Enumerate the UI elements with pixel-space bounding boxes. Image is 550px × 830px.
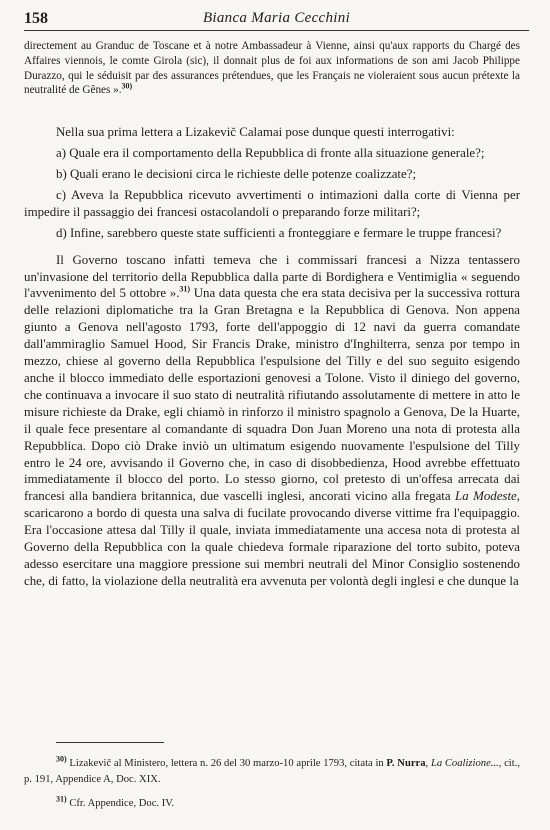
- footnote-rule: [56, 742, 164, 743]
- question-b: b) Quali erano le decisioni circa le richieste delle potenze coalizzate?;: [56, 167, 417, 181]
- footnote-30-text-a: Lizakevič al Ministero, lettera n. 26 del 30 marzo-10 aprile 1793, citata in: [66, 758, 387, 769]
- question-c: c) Aveva la Repubblica ricevuto avvertimenti o intimazioni dalla corte di Vienna per impedire il passaggio dei francesi ostacolandoli o preparando forze militari?;: [24, 187, 520, 219]
- footnote-30-text-b: , cit., p. 191, Appendice A, Doc. XIX.: [24, 758, 520, 785]
- main-paragraph: [24, 252, 520, 590]
- main-text-2: Una data questa che era stata decisiva per la successiva rottura delle relazioni diplomatiche tra la Gran Bretagna e la Repubblica di Genova. Non appena giunto a Genova nell'agosto 1793, forte dell'appoggio di 12 navi da guerra comandate dall'ammiraglio Samuel Hood, Sir Francis Drake, ministro d'Inghilterra, senza por tempo in mezzo, chiese al governo della Repubblica l'espulsione del Tilly e del suo seguito esigendo anche il blocco immediato delle esportazioni genovesi a Tolone. Visto il diniego del governo, che continuava a invocare il suo stato di neutralità rifiutando assolutamente di mettere in atto le misure richieste da Drake, egli chiamò in rinforzo il ministro spagnolo a Genova, De la Huarte, il quale fece presentare al comandante di squadra Don Juan Moreno una nota di protesta alla Repubblica. Dopo ciò Drake inviò un ultimatum esigendo nuovamente l'espulsione del Tilly entro le 24 ore, avvisando il Governo che, in caso di disobbedienza, Hood avrebbe effettuato immediatamente il blocco del porto. Lo stesso giorno, col pretesto di un'offesa arrecata dai francesi alla bandiera britannica, due vascelli inglesi, ancorati vicino alla fregata: [24, 286, 521, 504]
- main-text-3: , scaricarono a bordo di questa una salva di fucilate provocando diverse vittime fra l'equipaggio. Era l'occasione attesa dal Tilly il quale, inviata immediatamente una accesa nota di protesta al Governo della Repubblica con la quale chiedeva formale riparazione del torto subito, poteva adesso esercitare una maggiore pressione sui membri neutrali del Minor Consiglio sostenendo che, di fatto, la violazione della neutralità era avvenuta per volontà degli inglesi e che dunque la: [24, 489, 520, 588]
- intro-paragraph: Nella sua prima lettera a Lizakevič Calamai pose dunque questi interrogativi:: [56, 125, 455, 140]
- footnote-30: [24, 756, 520, 788]
- page-header: [24, 10, 529, 31]
- question-a: a) Quale era il comportamento della Repubblica di fronte alla situazione generale?;: [56, 146, 485, 161]
- page-number: 158: [24, 10, 48, 27]
- footnote-ref-30: 30): [121, 81, 133, 91]
- running-head: Bianca Maria Cecchini: [202, 10, 351, 26]
- quote-text: directement au Granduc de Toscane et à notre Ambassadeur à Vienne, ainsi qu'aux rapports du Chargé des Affaires viennois, le comte Girola (sic), il donnait plus de foi aux informations de son ami Jacob Philippe Durazzo, qui le séduisit par des assurances prétendues, que les Français ne violeraient sous aucun prétexte la neutralité de Gênes ».: [24, 40, 520, 97]
- footnote-31-text: Cfr. Appendice, Doc. IV.: [66, 798, 175, 809]
- footnote-ref-31: 31): [179, 285, 191, 295]
- footnote-30-mark: 30): [56, 754, 67, 764]
- french-quote: [24, 39, 520, 98]
- footnote-30-sep: ,: [425, 758, 431, 769]
- ship-name: La Modeste: [455, 489, 517, 504]
- question-d: d) Infine, sarebbero queste state sufficienti a fronteggiare e fermare le truppe francesi?: [56, 225, 502, 240]
- page-body: [24, 39, 520, 590]
- footnote-31-mark: 31): [56, 794, 67, 804]
- footnote-30-title: La Coalizione...: [430, 758, 499, 769]
- footnotes: [24, 742, 520, 812]
- main-text-1: Il Governo toscano infatti temeva che i commissari francesi a Nizza tentassero un'invasione del territorio della Repubblica dalla parte di Bordighera e Ventimiglia « seguendo l'avvenimento del 5 ottobre ».: [24, 252, 520, 301]
- footnote-30-author: P. Nurra: [386, 758, 426, 769]
- footnote-31: [24, 796, 520, 812]
